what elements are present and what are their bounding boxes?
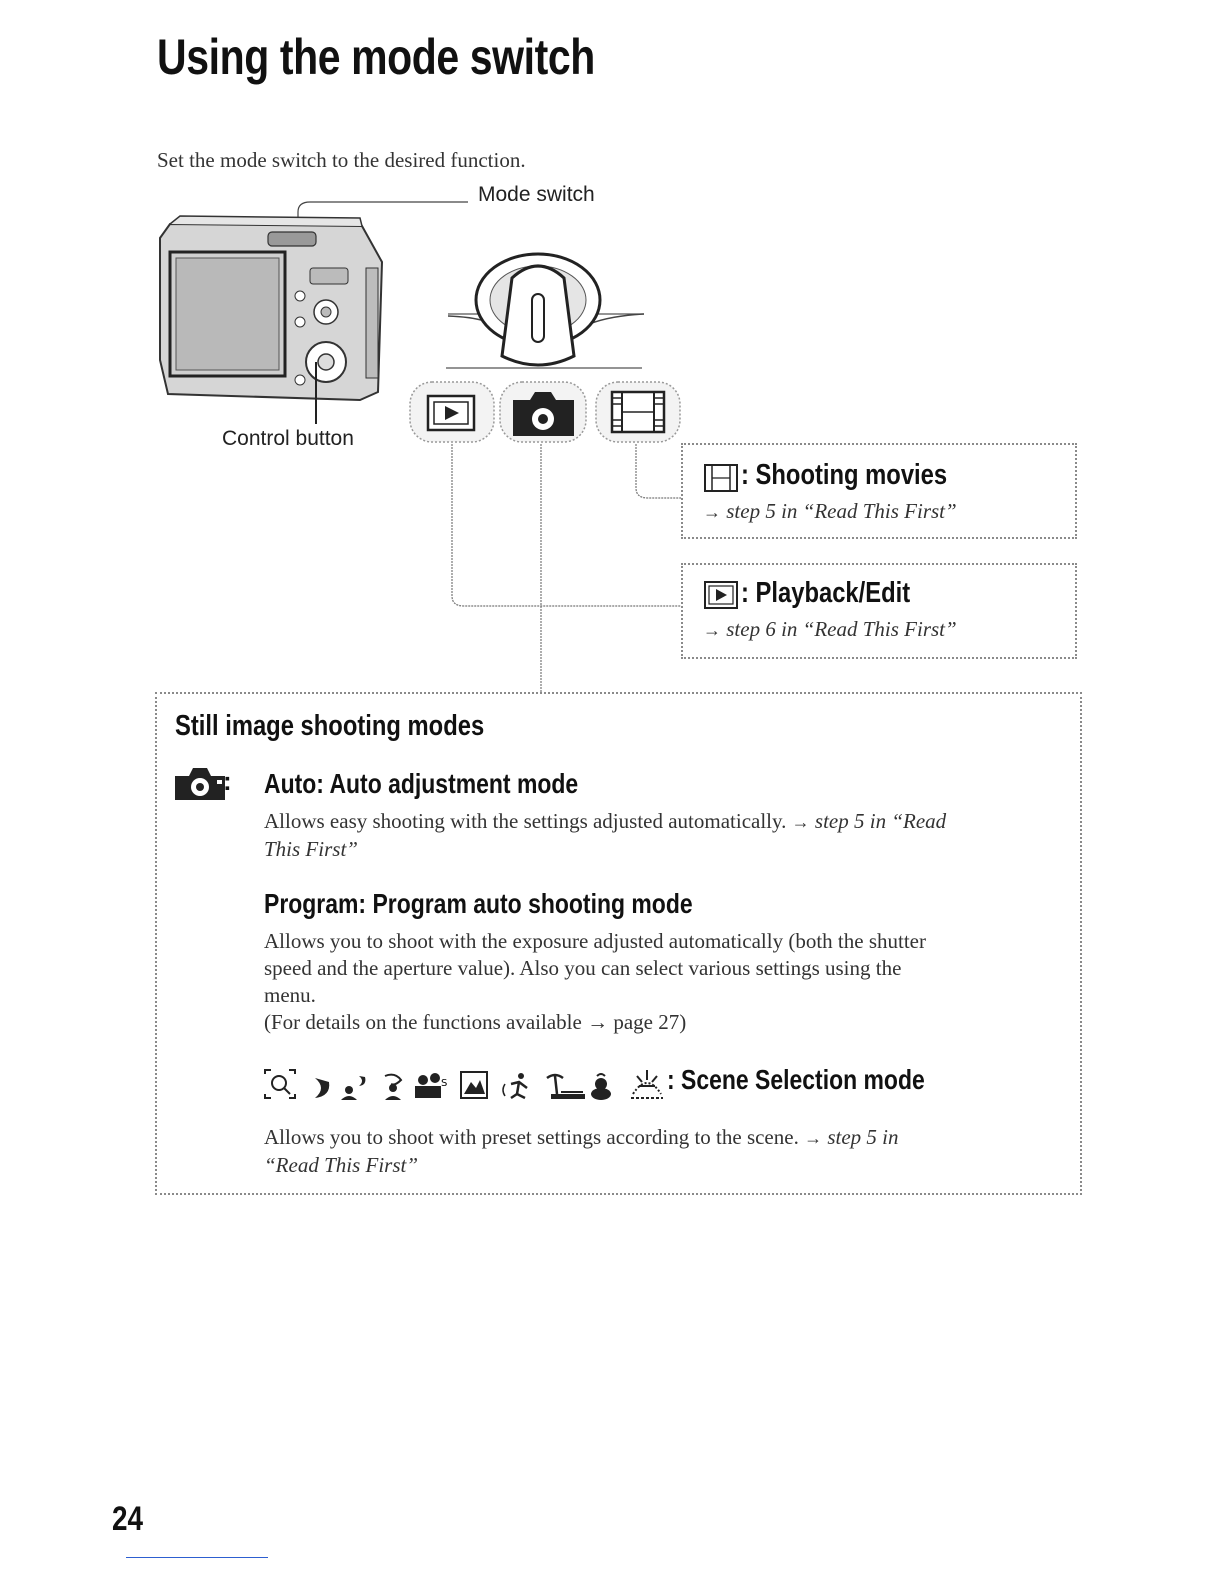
playback-leader-line xyxy=(452,444,681,606)
playback-edit-ref: → step 6 in “Read This First” xyxy=(703,617,957,641)
page-number: 24 xyxy=(112,1500,144,1538)
playback-mode-icon xyxy=(410,382,494,442)
sports-icon xyxy=(503,1073,527,1098)
intro-text: Set the mode switch to the desired function. xyxy=(157,148,526,172)
playback-small-icon xyxy=(703,579,739,611)
beach-icon xyxy=(547,1075,585,1099)
arrow-icon: → xyxy=(703,502,721,522)
shooting-movies-ref: → step 5 in “Read This First” xyxy=(703,499,957,523)
movie-mode-icon xyxy=(596,382,680,442)
arrow-icon: → xyxy=(804,1128,823,1148)
mode-switch-closeup xyxy=(446,254,644,368)
twilight-portrait-icon xyxy=(341,1076,365,1100)
program-mode-title: Program: Program auto shooting mode xyxy=(264,888,693,919)
program-mode-description: Allows you to shoot with the exposure adjusted automatically (both the shutter speed and the aperture value). Also you can select various settings using the menu. (For details on the functions available → page 27) xyxy=(264,929,926,1034)
movie-small-icon xyxy=(703,463,739,493)
scene-selection-icons xyxy=(261,1064,623,1104)
shooting-movies-title: : Shooting movies xyxy=(741,459,948,491)
soft-snap-icon xyxy=(385,1075,401,1100)
arrow-icon: → xyxy=(703,620,721,640)
footer-rule xyxy=(126,1557,268,1558)
high-sensitivity-icon xyxy=(265,1070,295,1098)
shooting-movies-box xyxy=(681,443,1077,539)
still-image-heading: Still image shooting modes xyxy=(175,710,485,742)
svg-text:S: S xyxy=(441,1078,448,1089)
scene-selection-title: : Scene Selection mode xyxy=(667,1064,925,1095)
camera-illustration xyxy=(160,216,382,400)
landscape-icon xyxy=(461,1072,487,1098)
camera-colon: : xyxy=(223,766,232,796)
playback-edit-title: : Playback/Edit xyxy=(741,577,911,609)
auto-mode-title: Auto: Auto adjustment mode xyxy=(264,768,579,799)
gourmet-icon xyxy=(591,1074,611,1100)
twilight-icon xyxy=(315,1078,329,1098)
control-button-label: Control button xyxy=(222,427,354,450)
page-title: Using the mode switch xyxy=(157,29,595,85)
scene-selection-description: Allows you to shoot with preset settings according to the scene. → step 5 in “Read This First” xyxy=(264,1125,899,1177)
still-image-modes-box xyxy=(155,692,1082,1195)
movie-leader-line xyxy=(636,444,681,498)
smile-shutter-icon xyxy=(415,1073,447,1098)
mode-switch-label: Mode switch xyxy=(478,183,595,206)
auto-camera-mode-icon xyxy=(500,382,586,442)
camera-mode-switch xyxy=(268,232,316,246)
arrow-icon: → xyxy=(791,812,810,832)
snow-icon xyxy=(627,1064,667,1104)
playback-edit-box xyxy=(681,563,1077,659)
auto-mode-description: Allows easy shooting with the settings adjusted automatically. → step 5 in “Read This First” xyxy=(264,809,947,861)
